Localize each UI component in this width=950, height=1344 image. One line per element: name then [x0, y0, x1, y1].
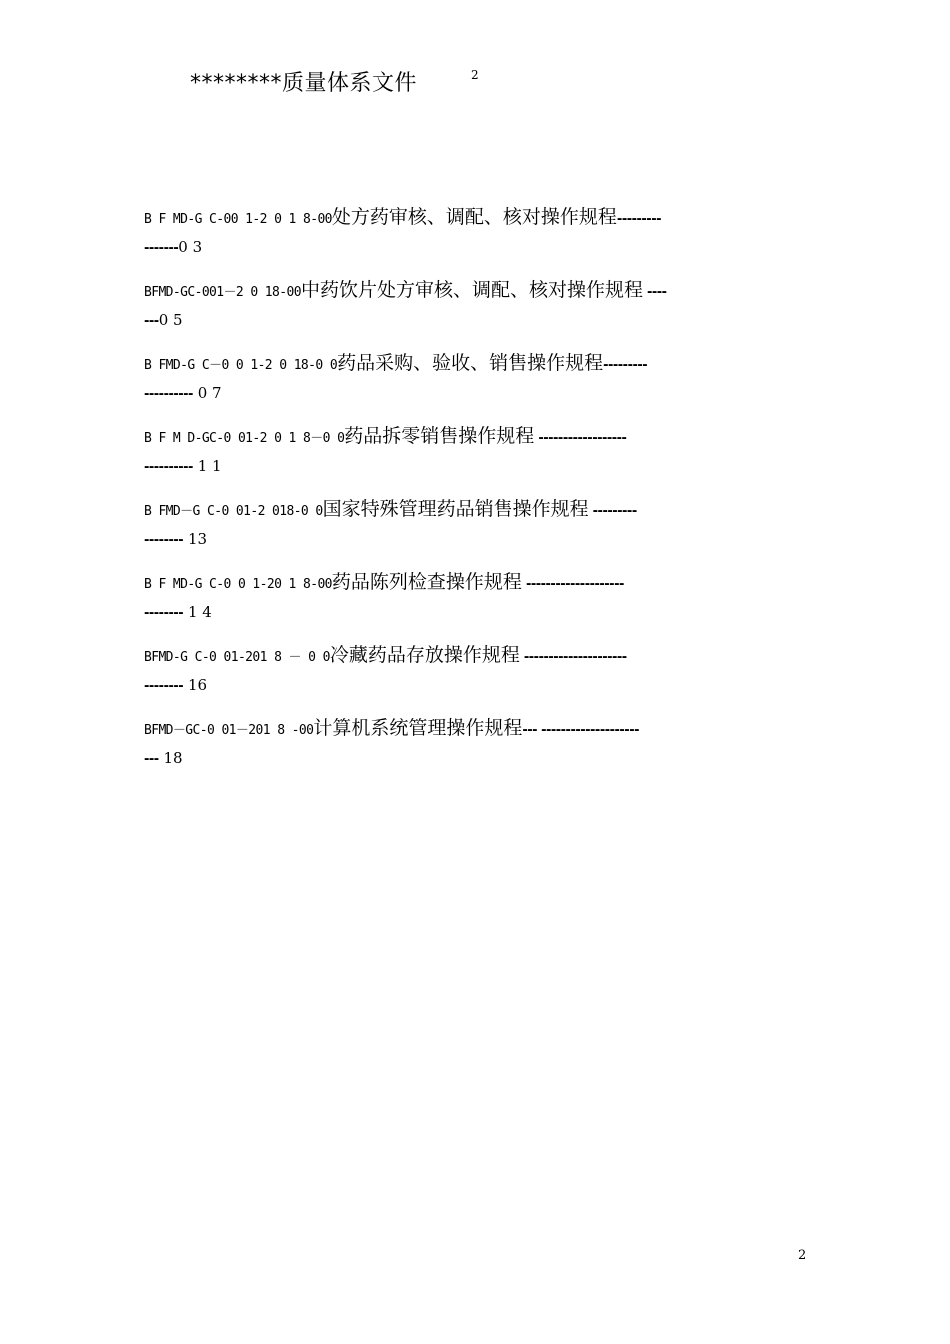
toc-entry-line1 [144, 275, 808, 305]
toc-entry-line2 [144, 524, 808, 554]
toc-entry-leader: -------- [144, 606, 184, 621]
toc-entry[interactable] [144, 421, 808, 481]
toc-entry-line1 [144, 202, 808, 232]
toc-entry-page: 0 5 [158, 311, 183, 329]
toc-entry-line2 [144, 378, 808, 408]
toc-entry-page: 16 [183, 676, 208, 694]
toc-entry-line2 [144, 670, 808, 700]
toc-entry-page: 1 4 [183, 603, 212, 621]
toc-entry-line2 [144, 451, 808, 481]
toc-entry-line1 [144, 348, 808, 378]
toc-entry-line2 [144, 305, 808, 335]
toc-entry[interactable] [144, 275, 808, 335]
toc-entry-page: 1 1 [192, 457, 222, 475]
toc-entry-code: B FMD－G C-0 01-2 018-0 0 [144, 504, 323, 519]
toc-entry-code: B FMD-G C－0 0 1-2 0 18-0 0 [144, 358, 338, 373]
toc-entry-leader: ------- [144, 241, 179, 256]
toc-entry-title: 中药饮片处方审核、调配、核对操作规程 [300, 279, 643, 301]
toc-entry-leader: ---------- [144, 460, 193, 475]
toc-entry-code: B F MD-G C-0 0 1-20 1 8-00 [144, 577, 332, 592]
toc-entry-title: 药品陈列检查操作规程 [331, 571, 522, 593]
toc-entry-title: 国家特殊管理药品销售操作规程 [322, 498, 589, 520]
table-of-contents [144, 202, 808, 786]
toc-entry-title: 计算机系统管理操作规程 [313, 717, 523, 739]
header-page-number: 2 [471, 68, 479, 82]
toc-entry-line2 [144, 597, 808, 627]
toc-entry-line1 [144, 494, 808, 524]
toc-entry-page: 0 7 [192, 384, 222, 402]
toc-entry[interactable] [144, 494, 808, 554]
toc-entry[interactable] [144, 567, 808, 627]
toc-entry-line2 [144, 232, 808, 262]
toc-entry-line1 [144, 567, 808, 597]
toc-entry-page: 18 [158, 749, 183, 767]
toc-entry[interactable] [144, 640, 808, 700]
toc-entry-line1 [144, 640, 808, 670]
toc-entry-line1 [144, 421, 808, 451]
toc-entry-leader: ---------- [144, 387, 193, 402]
toc-entry-title: 处方药审核、调配、核对操作规程 [331, 206, 617, 228]
toc-entry-leader: --- -------------------- [522, 723, 639, 738]
toc-entry-leader: ---- [642, 285, 667, 300]
toc-entry[interactable] [144, 713, 808, 773]
toc-entry-page: 13 [183, 530, 208, 548]
toc-entry-leader: -------- [144, 679, 184, 694]
toc-entry-page: 0 3 [178, 238, 203, 256]
toc-entry-leader: ------------------ [534, 431, 627, 446]
toc-entry-code: BFMD－GC-0 01－201 8 -00 [144, 723, 314, 738]
toc-entry-leader: --------- [588, 504, 637, 519]
footer-page-number: 2 [798, 1248, 807, 1263]
toc-entry-line2 [144, 743, 808, 773]
toc-entry-title: 药品采购、验收、销售操作规程 [337, 352, 604, 374]
toc-entry-title: 药品拆零销售操作规程 [344, 425, 535, 447]
toc-entry-code: BFMD-G C-0 01-201 8 － 0 0 [144, 650, 330, 665]
toc-entry-leader: --------------------- [519, 650, 627, 665]
toc-entry-code: BFMD-GC-001－2 0 18-00 [144, 285, 301, 300]
toc-entry[interactable] [144, 202, 808, 262]
toc-entry-leader: --------- [603, 358, 648, 373]
toc-entry-line1 [144, 713, 808, 743]
toc-entry-leader: --- [144, 314, 159, 329]
document-header-title: ********质量体系文件 [190, 71, 418, 96]
toc-entry-leader: --- [144, 752, 159, 767]
toc-entry[interactable] [144, 348, 808, 408]
toc-entry-leader: --------- [616, 212, 661, 227]
toc-entry-leader: -------------------- [521, 577, 624, 592]
toc-entry-code: B F M D-GC-0 01-2 0 1 8－0 0 [144, 431, 345, 446]
toc-entry-title: 冷藏药品存放操作规程 [329, 644, 520, 666]
toc-entry-code: B F MD-G C-00 1-2 0 1 8-00 [144, 212, 332, 227]
toc-entry-leader: -------- [144, 533, 184, 548]
